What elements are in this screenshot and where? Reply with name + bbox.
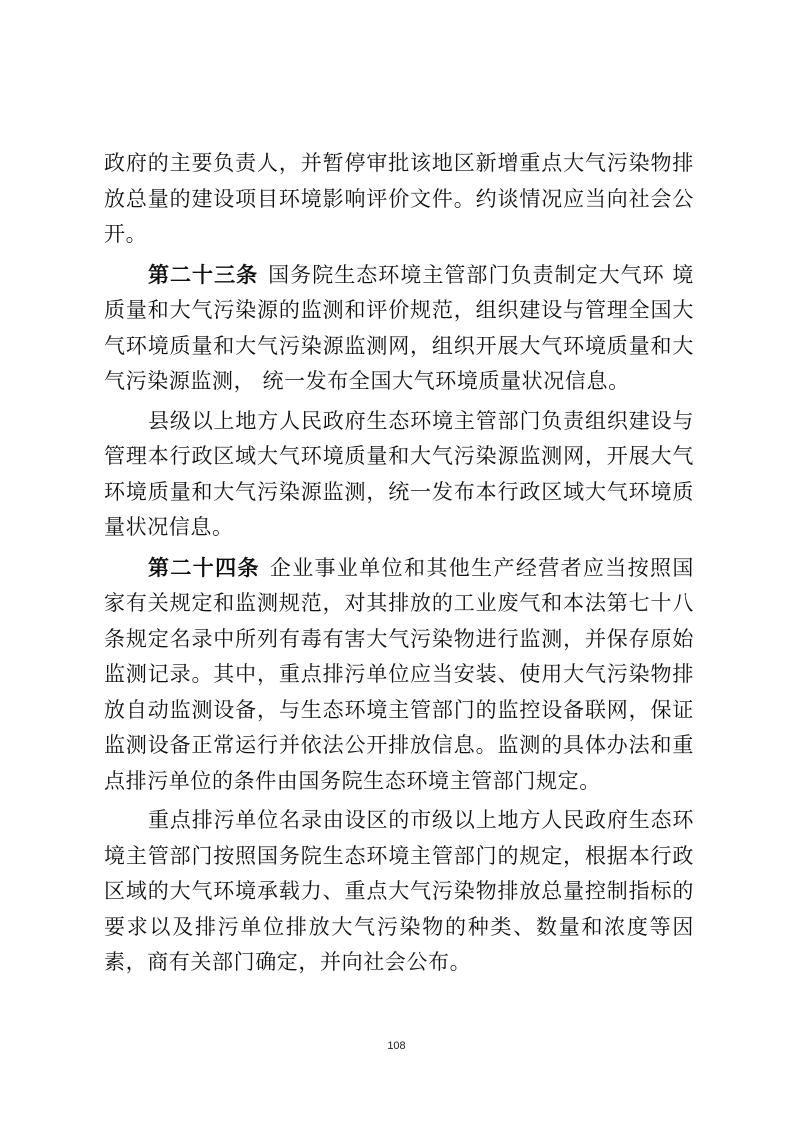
paragraph-article-23-second bbox=[104, 404, 694, 546]
paragraph-text: 企业事业单位和其他生产经营者应当按照国家有关规定和监测规范，对其排放的工业废气和本法第七十八条规定名录中所列有毒有害大气污染物进行监测，并保存原始监测记录。其中，重点排污单位应当安装、使用大气污染物排放自动监测设备，与生态环境主管部门的监控设备联网，保证监测设备正常运行并依法公开排放信息。监测的具体办法和重点排污单位的条件由国务院生态环境主管部门规定。 bbox=[104, 555, 694, 793]
page-number: 108 bbox=[387, 1040, 406, 1052]
paragraph-text: 政府的主要负责人，并暂停审批该地区新增重点大气污染物排放总量的建设项目环境影响评价文件。约谈情况应当向社会公开。 bbox=[104, 151, 694, 246]
paragraph-article-24-second bbox=[104, 803, 694, 981]
paragraph-text: 重点排污单位名录由设区的市级以上地方人民政府生态环境主管部门按照国务院生态环境主管部门的规定，根据本行政区域的大气环境承载力、重点大气污染物排放总量控制指标的要求以及排污单位排放大气污染物的种类、数量和浓度等因素，商有关部门确定，并向社会公布。 bbox=[104, 808, 694, 974]
document-body bbox=[104, 146, 694, 981]
paragraph-article-24 bbox=[104, 550, 694, 800]
paragraph-article-23 bbox=[104, 257, 694, 400]
article-heading: 第二十三条 bbox=[148, 261, 259, 287]
paragraph-continuation bbox=[104, 146, 694, 253]
paragraph-text: 县级以上地方人民政府生态环境主管部门负责组织建设与管理本行政区域大气环境质量和大气污染源监测网，开展大气环境质量和大气污染源监测，统一发布本行政区域大气环境质量状况信息。 bbox=[104, 408, 694, 539]
paragraph-text: 国务院生态环境主管部门负责制定大气环 境质量和大气污染源的监测和评价规范，组织建设与管理全国大气环境质量和大气污染源监测网，组织开展大气环境质量和大气污染源监测， 统一发布全国大气环境质量状况信息。 bbox=[104, 262, 694, 393]
article-heading: 第二十四条 bbox=[148, 554, 260, 580]
